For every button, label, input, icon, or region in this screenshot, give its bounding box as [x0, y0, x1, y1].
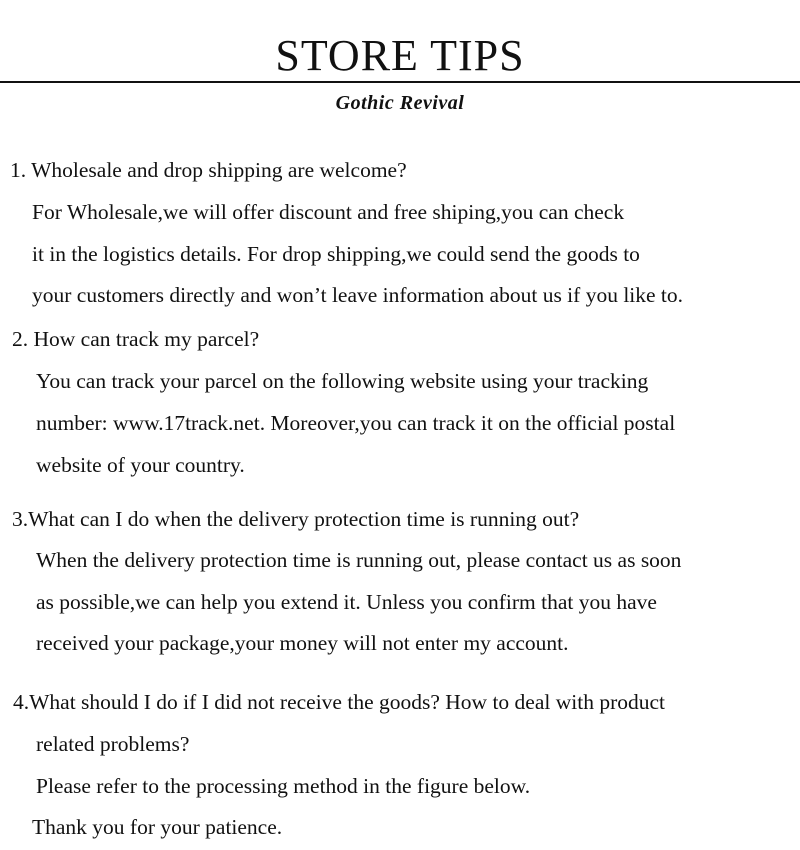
- tip-question: 2. How can track my parcel?: [12, 327, 260, 351]
- tip-answer-line: You can track your parcel on the following website using your tracking: [36, 369, 649, 393]
- tip-answer-line: Please refer to the processing method in the figure below.: [36, 774, 531, 798]
- page-title: STORE TIPS: [275, 31, 525, 80]
- tip-question: 3.What can I do when the delivery protection time is running out?: [12, 507, 580, 531]
- tip-answer-line: related problems?: [36, 732, 190, 756]
- tip-answer-line: When the delivery protection time is running out, please contact us as soon: [36, 548, 682, 572]
- tip-answer-line: your customers directly and won’t leave information about us if you like to.: [32, 283, 684, 307]
- tip-answer-line: website of your country.: [36, 453, 245, 477]
- tip-question: 1. Wholesale and drop shipping are welcome?: [10, 158, 407, 182]
- title-divider: [0, 81, 800, 83]
- tip-answer-line: For Wholesale,we will offer discount and free shiping,you can check: [32, 200, 625, 224]
- store-name: Gothic Revival: [335, 92, 465, 114]
- tip-answer-line: received your package,your money will not enter my account.: [36, 631, 569, 655]
- tip-answer-line: as possible,we can help you extend it. Unless you confirm that you have: [36, 590, 657, 614]
- tip-answer-line: it in the logistics details. For drop shipping,we could send the goods to: [32, 242, 640, 266]
- tip-answer-line: number: www.17track.net. Moreover,you can track it on the official postal: [36, 411, 676, 435]
- closing-note: Thank you for your patience.: [32, 815, 283, 839]
- tip-question: 4.What should I do if I did not receive the goods? How to deal with product: [13, 690, 666, 714]
